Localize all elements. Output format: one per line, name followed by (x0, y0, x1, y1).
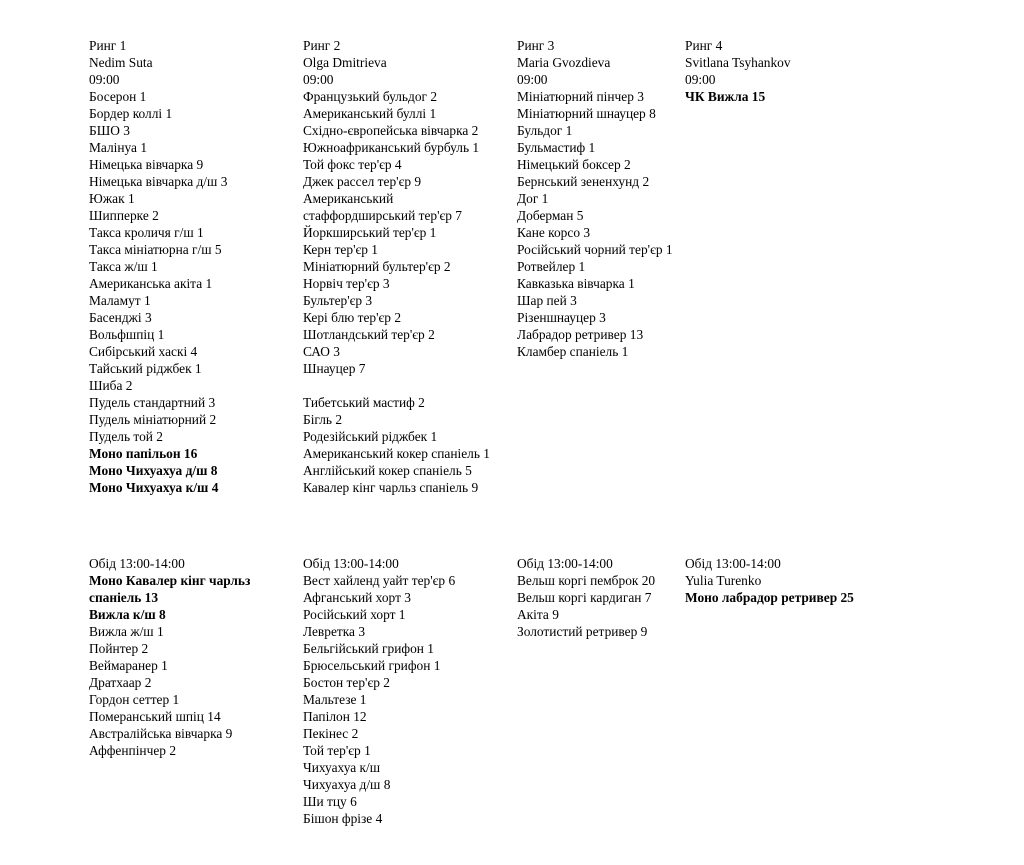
judge-name: Maria Gvozdieva (517, 55, 611, 70)
breed-entry: Німецька вівчарка д/ш 3 (89, 174, 228, 189)
breed-entry: стаффордширський тер'єр 7 (303, 208, 463, 223)
lunch-break: Обід 13:00-14:00 (685, 556, 781, 571)
ring-2-morning-column (303, 37, 513, 496)
breed-entry: Ши тцу 6 (303, 794, 357, 809)
breed-entry: Такса кроличя г/ш 1 (89, 225, 204, 240)
breed-entry: Южноафриканський бурбуль 1 (303, 140, 480, 155)
breed-entry: Брюсельський грифон 1 (303, 658, 441, 673)
breed-entry: Лабрадор ретривер 13 (517, 327, 644, 342)
ring-2-afternoon-column (303, 555, 513, 827)
breed-entry: Родезійський ріджбек 1 (303, 429, 438, 444)
breed-entry: Російський хорт 1 (303, 607, 406, 622)
breed-entry: Бігль 2 (303, 412, 343, 427)
breed-entry: Моно лабрадор ретривер 25 (685, 590, 854, 605)
breed-entry: Той фокс тер'єр 4 (303, 157, 402, 172)
breed-entry: Пекінес 2 (303, 726, 359, 741)
ring-3-afternoon-column (517, 555, 687, 640)
breed-entry: Моно Чихуахуа к/ш 4 (89, 480, 219, 495)
breed-entry: Бульмастиф 1 (517, 140, 596, 155)
judge-name: Olga Dmitrieva (303, 55, 387, 70)
breed-entry: Пойнтер 2 (89, 641, 149, 656)
breed-entry: Тайський ріджбек 1 (89, 361, 202, 376)
breed-entry: Гордон сеттер 1 (89, 692, 180, 707)
breed-entry: Такса мініатюрна г/ш 5 (89, 242, 222, 257)
breed-entry: Мальтезе 1 (303, 692, 367, 707)
breed-entry: Австралійська вівчарка 9 (89, 726, 233, 741)
breed-entry: Вельш коргі пемброк 20 (517, 573, 656, 588)
breed-entry: Східно-європейська вівчарка 2 (303, 123, 479, 138)
breed-entry: Йоркширський тер'єр 1 (303, 225, 437, 240)
judge-name: Svitlana Tsyhankov (685, 55, 791, 70)
breed-entry: Южак 1 (89, 191, 135, 206)
breed-entry: Бульдог 1 (517, 123, 573, 138)
breed-entry: Доберман 5 (517, 208, 584, 223)
breed-entry: Вольфшпіц 1 (89, 327, 165, 342)
breed-entry: Кері блю тер'єр 2 (303, 310, 402, 325)
breed-entry: Мініатюрний шнауцер 8 (517, 106, 656, 121)
breed-entry: Німецький боксер 2 (517, 157, 631, 172)
breed-entry: Босерон 1 (89, 89, 147, 104)
breed-entry: Французький бульдог 2 (303, 89, 438, 104)
breed-entry: Мініатюрний пінчер 3 (517, 89, 644, 104)
breed-entry: Сибірський хаскі 4 (89, 344, 198, 359)
breed-entry: Малінуа 1 (89, 140, 148, 155)
breed-entry: ЧК Вижла 15 (685, 89, 766, 104)
lunch-break: Обід 13:00-14:00 (303, 556, 399, 571)
breed-entry: Бостон тер'єр 2 (303, 675, 390, 690)
breed-entry: Бордер коллі 1 (89, 106, 173, 121)
breed-entry: БШО 3 (89, 123, 130, 138)
breed-entry: Американський кокер спаніель 1 (303, 446, 490, 461)
breed-entry: Американська акіта 1 (89, 276, 213, 291)
breed-entry: Моно Кавалер кінг чарльз спаніель 13 (89, 573, 251, 605)
start-time: 09:00 (303, 72, 334, 87)
breed-entry: Керн тер'єр 1 (303, 242, 378, 257)
breed-entry: Тибетський мастиф 2 (303, 395, 425, 410)
breed-entry: Американський (303, 191, 394, 206)
breed-entry: Німецька вівчарка 9 (89, 157, 204, 172)
breed-entry: Вижла ж/ш 1 (89, 624, 164, 639)
breed-entry: Маламут 1 (89, 293, 151, 308)
breed-entry: Вижла к/ш 8 (89, 607, 166, 622)
breed-entry: Шиба 2 (89, 378, 133, 393)
breed-entry: Той тер'єр 1 (303, 743, 371, 758)
breed-entry: САО 3 (303, 344, 340, 359)
breed-entry: Вест хайленд уайт тер'єр 6 (303, 573, 456, 588)
ring-4-morning-column (685, 37, 845, 105)
ring-3-morning-column (517, 37, 687, 360)
lunch-break: Обід 13:00-14:00 (89, 556, 185, 571)
start-time: 09:00 (89, 72, 120, 87)
breed-entry: Аффенпінчер 2 (89, 743, 177, 758)
breed-entry: Бультер'єр 3 (303, 293, 373, 308)
breed-entry: Пудель мініатюрний 2 (89, 412, 217, 427)
breed-entry: Чихуахуа к/ш (303, 760, 381, 775)
breed-entry: Пудель стандартний 3 (89, 395, 216, 410)
breed-entry: Бельгійський грифон 1 (303, 641, 434, 656)
ring-title: Ринг 2 (303, 38, 341, 53)
breed-entry: Джек рассел тер'єр 9 (303, 174, 422, 189)
ring-4-afternoon-column (685, 555, 885, 606)
ring-title: Ринг 4 (685, 38, 723, 53)
judge-name: Nedim Suta (89, 55, 153, 70)
breed-entry: Американський буллі 1 (303, 106, 437, 121)
breed-entry: Моно папільон 16 (89, 446, 198, 461)
breed-entry: Левретка 3 (303, 624, 366, 639)
lunch-break: Обід 13:00-14:00 (517, 556, 613, 571)
breed-entry: Померанський шпіц 14 (89, 709, 221, 724)
breed-entry: Ротвейлер 1 (517, 259, 586, 274)
breed-entry: Шотландський тер'єр 2 (303, 327, 435, 342)
breed-entry: Басенджі 3 (89, 310, 152, 325)
breed-entry: Yulia Turenko (685, 573, 762, 588)
start-time: 09:00 (685, 72, 716, 87)
breed-entry: Папілон 12 (303, 709, 367, 724)
breed-entry: Такса ж/ш 1 (89, 259, 158, 274)
start-time: 09:00 (517, 72, 548, 87)
breed-entry: Веймаранер 1 (89, 658, 168, 673)
ring-1-afternoon-column (89, 555, 279, 759)
ring-1-morning-column (89, 37, 289, 496)
breed-entry: Кавказька вівчарка 1 (517, 276, 635, 291)
ring-title: Ринг 1 (89, 38, 127, 53)
breed-entry: Золотистий ретривер 9 (517, 624, 648, 639)
breed-entry: Кавалер кінг чарльз спаніель 9 (303, 480, 479, 495)
breed-entry: Кламбер спаніель 1 (517, 344, 629, 359)
breed-entry: Пудель той 2 (89, 429, 163, 444)
breed-entry: Афганський хорт 3 (303, 590, 411, 605)
breed-entry: Норвіч тер'єр 3 (303, 276, 390, 291)
breed-entry: Різеншнауцер 3 (517, 310, 606, 325)
breed-entry: Англійський кокер спаніель 5 (303, 463, 472, 478)
ring-title: Ринг 3 (517, 38, 555, 53)
breed-entry: Вельш коргі кардиган 7 (517, 590, 652, 605)
breed-entry: Бернський зененхунд 2 (517, 174, 650, 189)
breed-entry: Шар пей 3 (517, 293, 577, 308)
breed-entry: Кане корсо 3 (517, 225, 591, 240)
breed-entry: Шипперке 2 (89, 208, 159, 223)
spacer (303, 377, 513, 394)
breed-entry: Акіта 9 (517, 607, 559, 622)
breed-entry: Дратхаар 2 (89, 675, 152, 690)
breed-entry: Російський чорний тер'єр 1 (517, 242, 673, 257)
breed-entry: Бішон фрізе 4 (303, 811, 383, 826)
breed-entry: Моно Чихуахуа д/ш 8 (89, 463, 218, 478)
breed-entry: Мініатюрний бультер'єр 2 (303, 259, 451, 274)
breed-entry: Дог 1 (517, 191, 549, 206)
breed-entry: Чихуахуа д/ш 8 (303, 777, 391, 792)
breed-entry: Шнауцер 7 (303, 361, 366, 376)
